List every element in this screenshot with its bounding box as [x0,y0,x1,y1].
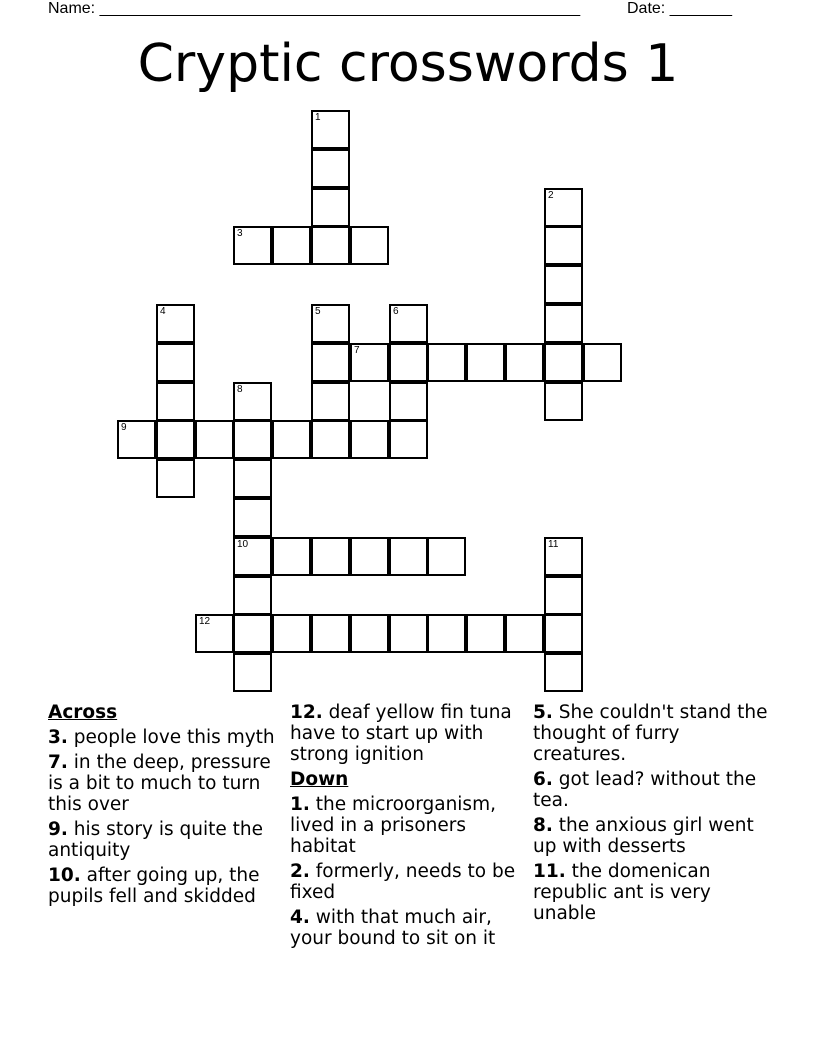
clue-number: 1 [315,112,321,123]
grid-cell[interactable] [311,537,350,576]
clue-across-7: 7. in the deep, pressure is a bit to much to turn this over [48,752,271,815]
grid-cell[interactable] [272,420,311,459]
grid-cell[interactable] [389,343,428,382]
grid-cell[interactable] [466,614,505,653]
page-title: Cryptic crosswords 1 [137,34,679,94]
clue-number: 3 [237,228,243,239]
grid-cell[interactable] [311,420,350,459]
grid-cell[interactable] [350,226,389,265]
grid-cell[interactable] [311,304,350,343]
name-field-label[interactable]: Name: ______________________________________________________ [48,0,581,17]
grid-cell[interactable] [233,498,272,537]
grid-cell[interactable] [427,614,466,653]
grid-cell[interactable] [233,614,272,653]
grid-cell[interactable] [389,382,428,421]
grid-cell[interactable] [311,226,350,265]
grid-cell[interactable] [272,614,311,653]
clue-across-3: 3. people love this myth [48,727,275,748]
grid-cell[interactable] [544,265,583,304]
clue-number: 9 [121,422,127,433]
grid-cell[interactable] [583,343,622,382]
clue-number: 10 [237,539,249,550]
down-heading: Down [290,769,349,790]
grid-cell[interactable] [233,653,272,692]
grid-cell[interactable] [389,614,428,653]
grid-cell[interactable] [233,226,272,265]
grid-cell[interactable] [466,343,505,382]
clue-down-1: 1. the microorganism, lived in a prisoners habitat [290,794,496,857]
grid-cell[interactable] [311,188,350,227]
grid-cell[interactable] [311,343,350,382]
grid-cell[interactable] [311,110,350,149]
clue-number: 4 [160,306,166,317]
clue-number: 8 [237,384,243,395]
grid-cell[interactable] [156,459,195,498]
grid-cell[interactable] [544,653,583,692]
grid-cell[interactable] [544,343,583,382]
clue-across-12: 12. deaf yellow fin tuna have to start up with strong ignition [290,702,512,765]
grid-cell[interactable] [544,576,583,615]
grid-cell[interactable] [544,382,583,421]
grid-cell[interactable] [389,537,428,576]
grid-cell[interactable] [389,304,428,343]
across-heading: Across [48,702,118,723]
clue-number: 6 [393,306,399,317]
clue-down-2: 2. formerly, needs to be fixed [290,861,516,903]
clue-down-11: 11. the domenican republic ant is very unable [533,861,711,924]
grid-cell[interactable] [272,226,311,265]
clue-column-1 [48,702,284,911]
clue-number: 11 [548,539,559,550]
grid-cell[interactable] [350,537,389,576]
grid-cell[interactable] [389,420,428,459]
grid-cell[interactable] [544,226,583,265]
grid-cell[interactable] [156,420,195,459]
grid-cell[interactable] [195,420,234,459]
grid-cell[interactable] [233,576,272,615]
clue-number: 7 [354,345,360,356]
grid-cell[interactable] [350,343,389,382]
grid-cell[interactable] [311,382,350,421]
clue-down-5: 5. She couldn't stand the thought of furry creatures. [533,702,768,765]
grid-cell[interactable] [505,343,544,382]
grid-cell[interactable] [350,614,389,653]
grid-cell[interactable] [544,188,583,227]
grid-cell[interactable] [544,537,583,576]
clue-down-4: 4. with that much air, your bound to sit on it [290,907,496,949]
date-field-label[interactable]: Date: _______ [627,0,732,17]
grid-cell[interactable] [427,537,466,576]
grid-cell[interactable] [272,537,311,576]
grid-cell[interactable] [156,343,195,382]
clue-across-9: 9. his story is quite the antiquity [48,819,263,861]
grid-cell[interactable] [544,614,583,653]
clue-column-3 [533,702,769,928]
grid-cell[interactable] [427,343,466,382]
grid-cell[interactable] [544,304,583,343]
clue-down-8: 8. the anxious girl went up with desserts [533,815,754,857]
grid-cell[interactable] [505,614,544,653]
grid-cell[interactable] [156,304,195,343]
clue-column-2 [290,702,522,953]
grid-cell[interactable] [311,149,350,188]
grid-cell[interactable] [233,382,272,421]
clue-number: 12 [199,616,211,627]
clue-number: 2 [548,190,554,201]
grid-cell[interactable] [117,420,156,459]
grid-cell[interactable] [233,420,272,459]
grid-cell[interactable] [195,614,234,653]
grid-cell[interactable] [311,614,350,653]
clue-down-6: 6. got lead? without the tea. [533,769,757,811]
clue-across-10: 10. after going up, the pupils fell and skidded [48,865,260,907]
grid-cell[interactable] [233,459,272,498]
grid-cell[interactable] [350,420,389,459]
grid-cell[interactable] [233,537,272,576]
clue-number: 5 [315,306,321,317]
grid-cell[interactable] [156,382,195,421]
